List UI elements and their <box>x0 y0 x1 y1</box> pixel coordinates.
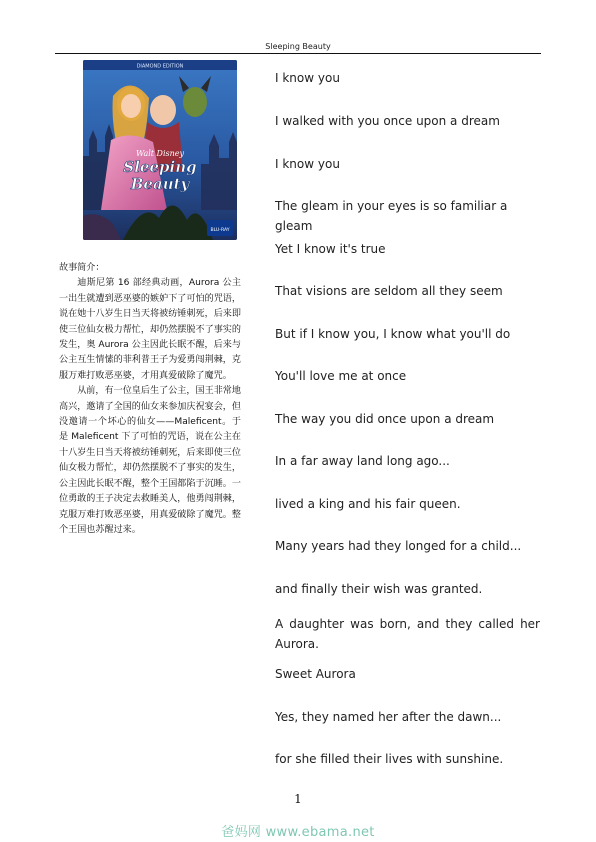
lyric-line: I know you <box>275 71 340 85</box>
lyric-line: The gleam in your eyes is so familiar a gleam <box>275 199 508 233</box>
cover-badge: BLU-RAY <box>210 228 230 233</box>
synopsis-paragraph: 从前，有一位皇后生了公主，国王非常地高兴，邀请了全国的仙女来参加庆祝宴会，但没邀请一个坏心的仙女——Maleficent。于是 Maleficent 下了可怕的咒语，说在公主在十八岁生日当天将被纺锤刺死，后来即使三位仙女极力帮忙，却仍然摆脱不了事实的发生，公主因此长眠不醒，整个王国都陷于沉睡。一位勇敢的王子决定去救睡美人，他勇闯荆棘，克服万难打败恶巫婆，用真爱破除了魔咒。整个王国也苏醒过来。 <box>59 386 241 535</box>
lyric-line: A daughter was born, and they called her Aurora. <box>275 617 540 651</box>
cover-title-line1: Sleeping <box>123 158 197 176</box>
synopsis-heading: 故事简介： <box>59 263 105 273</box>
lyric-line: In a far away land long ago... <box>275 454 450 468</box>
lyric-line: Many years had they longed for a child... <box>275 539 522 553</box>
lyric-line: and finally their wish was granted. <box>275 582 483 596</box>
lyric-line: I walked with you once upon a dream <box>275 114 500 128</box>
cover-title-line2: Beauty <box>130 175 190 193</box>
lyric-line: You'll love me at once <box>275 369 407 383</box>
lyric-line: lived a king and his fair queen. <box>275 497 461 511</box>
watermark: 爸妈网 www.ebama.net <box>221 825 375 840</box>
lyric-line: But if I know you, I know what you'll do <box>275 327 511 341</box>
lyric-line: Yet I know it's true <box>275 242 386 256</box>
synopsis-paragraph: 迪斯尼第 16 部经典动画，Aurora 公主一出生就遭到恶巫婆的嫉妒下了可怕的咒语，说在她十八岁生日当天将被纺锤刺死，后来即使三位仙女极力帮忙，却仍然摆脱不了事实的发生，奥 Aurora 公主因此长眠不醒，后来与公主互生情愫的菲利普王子为爱勇闯荆棘，克服万难打败恶巫婆，才用真爱破除了魔咒。 <box>59 278 241 381</box>
cover-top-strip: DIAMOND EDITION <box>136 63 184 70</box>
header-rule <box>55 53 541 54</box>
cover-image <box>83 60 237 240</box>
running-header: Sleeping Beauty <box>265 42 331 51</box>
lyric-line: Yes, they named her after the dawn... <box>275 710 502 724</box>
lyric-line: Sweet Aurora <box>275 667 356 681</box>
lyric-line: I know you <box>275 157 340 171</box>
lyric-line: The way you did once upon a dream <box>275 412 495 426</box>
cover-brand: Walt Disney <box>135 149 185 158</box>
lyric-line: for she filled their lives with sunshine. <box>275 752 504 766</box>
page-number: 1 <box>294 792 302 806</box>
lyric-line: That visions are seldom all they seem <box>275 284 503 298</box>
synopsis <box>59 261 241 538</box>
